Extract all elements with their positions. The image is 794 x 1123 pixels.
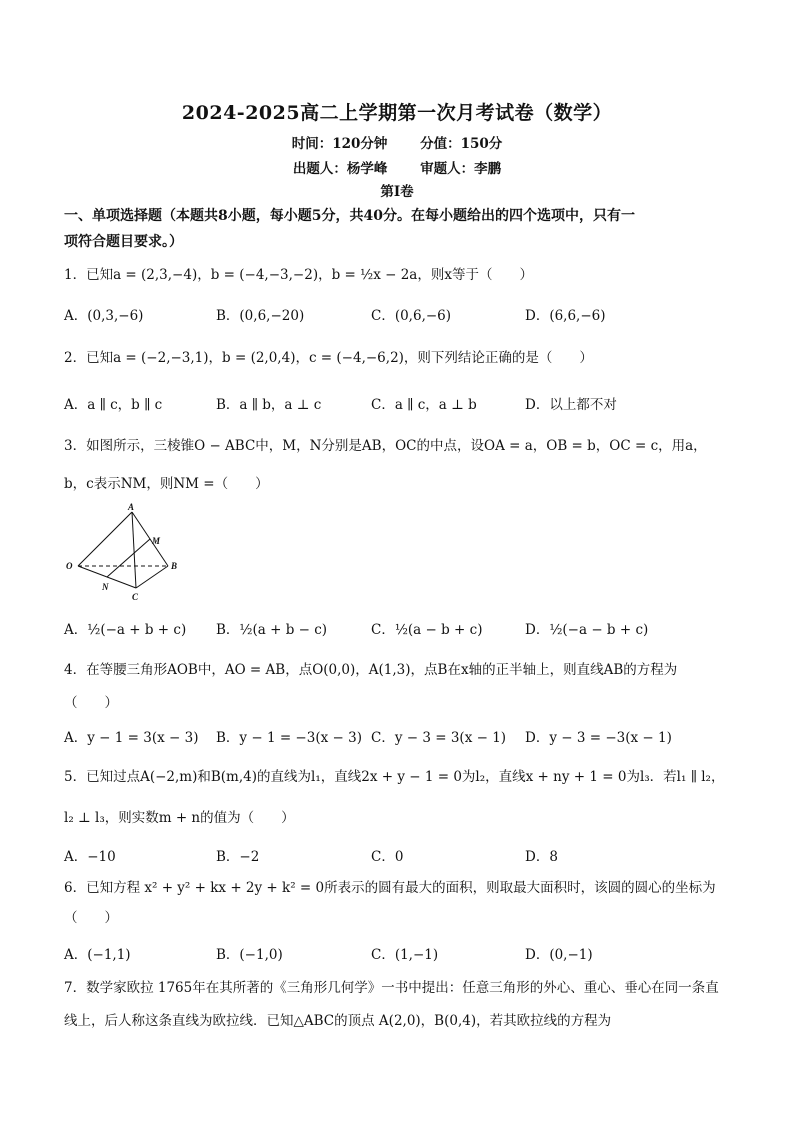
figure-label-m: M [152,536,161,546]
exam-title: 2024-2025高二上学期第一次月考试卷（数学） [181,102,613,124]
q2-option-b: B．a ∥ b，a ⊥ c [216,397,322,413]
q2-option-d: D．以上都不对 [525,397,617,413]
figure-label-b: B [171,561,178,571]
question-6-stem-line1: 6．已知方程 x² + y² + kx + 2y + k² = 0所表示的圆有最大的面积，则取最大面积时，该圆的圆心的坐标为 [64,880,716,896]
q3-option-b: B．½(a + b − c) [216,622,328,638]
figure-label-c: C [132,592,139,602]
question-7-stem-line1: 7．数学家欧拉 1765年在其所著的《三角形几何学》一书中提出：任意三角形的外心、重心、垂心在同一条直 [64,980,719,996]
q6-option-d: D．(0,−1) [525,947,593,963]
exam-reviewer: 审题人：李鹏 [420,161,502,177]
question-4-stem-line1: 4．在等腰三角形AOB中，AO = AB，点O(0,0)，A(1,3)，点B在x轴的正半轴上，则直线AB的方程为 [64,662,678,678]
q6-option-c: C．(1,−1) [371,947,439,963]
exam-score: 分值：150分 [420,136,503,152]
q5-option-a: A．−10 [64,849,116,865]
question-3-stem-line2: b，c表示NM，则NM =（ ） [64,476,269,492]
volume-label: 第Ⅰ卷 [380,184,414,200]
exam-author: 出题人：杨学峰 [292,161,388,177]
q4-option-b: B．y − 1 = −3(x − 3) [216,730,362,746]
q5-option-c: C．0 [371,849,404,865]
question-6-options [64,943,744,969]
q2-option-c: C．a ∥ c，a ⊥ b [371,397,477,413]
q1-option-b: B．(0,6,−20) [216,308,305,324]
question-2-options [64,393,744,419]
q1-option-a: A．(0,3,−6) [64,308,144,324]
q6-option-a: A．(−1,1) [64,947,131,963]
tetrahedron-figure [64,500,184,610]
question-3-options [64,618,744,644]
q5-option-d: D．8 [525,849,558,865]
question-2-stem: 2．已知a = (−2,−3,1)，b = (2,0,4)，c = (−4,−6,2)，则下列结论正确的是（ ） [64,350,593,366]
section-heading [64,203,744,255]
question-7-stem-line2: 线上，后人称这条直线为欧拉线．已知△ABC的顶点 A(2,0)，B(0,4)，若其欧拉线的方程为 [64,1013,612,1029]
section-heading-line2: 项符合题目要求。） [64,234,183,250]
q2-option-a: A．a ∥ c，b ∥ c [64,397,163,413]
exam-info-line1 [0,132,794,152]
q3-option-c: C．½(a − b + c) [371,622,483,638]
question-5-options [64,845,744,871]
question-3-stem-line1: 3．如图所示，三棱锥O − ABC中，M，N分别是AB，OC的中点，设OA = a，OB = b，OC = c，用a， [64,438,707,454]
q4-option-d: D．y − 3 = −3(x − 1) [525,730,672,746]
figure-label-a: A [128,502,135,512]
question-1-stem: 1．已知a = (2,3,−4)，b = (−4,−3,−2)，b = ½x − 2a，则x等于（ ） [64,267,533,283]
q4-option-a: A．y − 1 = 3(x − 3) [64,730,199,746]
exam-info-line2 [0,157,794,177]
q1-option-d: D．(6,6,−6) [525,308,606,324]
section-heading-line1: 一、单项选择题（本题共8小题，每小题5分，共40分。在每小题给出的四个选项中，只有一 [64,208,635,224]
q4-option-c: C．y − 3 = 3(x − 1) [371,730,507,746]
question-6-stem-line2: （ ） [64,910,118,926]
q6-option-b: B．(−1,0) [216,947,283,963]
question-4-stem-line2: （ ） [64,695,118,711]
question-4-options [64,726,744,752]
question-5-stem-line1: 5．已知过点A(−2,m)和B(m,4)的直线为l₁，直线2x + y − 1 = 0为l₂，直线x + ny + 1 = 0为l₃．若l₁ ∥ l₂， [64,769,725,785]
q3-option-a: A．½(−a + b + c) [64,622,187,638]
q3-option-d: D．½(−a − b + c) [525,622,649,638]
q5-option-b: B．−2 [216,849,260,865]
exam-time: 时间：120分钟 [291,136,388,152]
question-1-options [64,304,744,330]
q1-option-c: C．(0,6,−6) [371,308,452,324]
question-5-stem-line2: l₂ ⊥ l₃，则实数m + n的值为（ ） [64,810,295,826]
figure-label-o: O [66,561,73,571]
figure-label-n: N [102,582,109,592]
